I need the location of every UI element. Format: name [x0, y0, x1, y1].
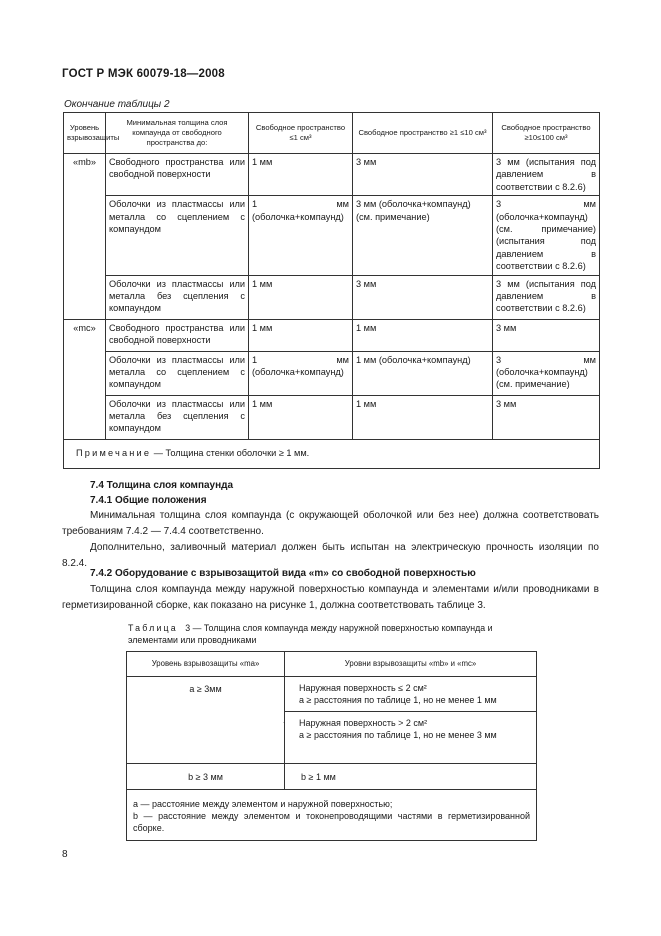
table3-ma-a-cell: a ≥ 3мм — [127, 677, 285, 764]
value-cell: 3 мм (оболочка+компаунд) (см. примечание) — [493, 351, 600, 395]
level-cell: «mc» — [64, 319, 106, 351]
level-cell — [64, 395, 106, 439]
section-heading-7-4: 7.4 Толщина слоя компаунда — [90, 480, 234, 491]
desc-cell: Оболочки из пластмассы или металла без сцепления с компаундом — [106, 395, 249, 439]
value-cell: 3 мм — [353, 275, 493, 319]
table3-header-cell: Уровень взрывозащиты «ma» — [127, 652, 285, 677]
table-row — [64, 154, 600, 196]
level-cell: «mb» — [64, 154, 106, 196]
table3-header-cell: Уровни взрывозащиты «mb» и «mc» — [285, 652, 537, 677]
table-row — [64, 319, 600, 351]
table2-header-row — [64, 113, 600, 154]
value-cell: 3 мм (оболочка+компаунд) (см. примечание) (испытания под давлением в соответствии с 8.2.6) — [493, 196, 600, 275]
note-label: Примечание — [76, 447, 152, 458]
surface-large-rule: a ≥ расстояния по таблице 1, но не менее 3 мм — [299, 730, 497, 740]
table-row — [64, 395, 600, 439]
table2-header-cell: Свободное пространство ≤1 см³ — [249, 113, 353, 154]
table2-note — [64, 439, 600, 468]
surface-small-line: Наружная поверхность ≤ 2 см² — [299, 683, 427, 693]
desc-cell: Оболочки из пластмассы или металла без сцепления с компаундом — [106, 275, 249, 319]
value-cell: 1 мм (оболочка+компаунд) — [249, 351, 353, 395]
table-row — [64, 351, 600, 395]
value-cell: 1 мм (оболочка+компаунд) — [353, 351, 493, 395]
value-cell: 3 мм (оболочка+компаунд) (см. примечание) — [353, 196, 493, 275]
value-cell: 1 мм — [353, 395, 493, 439]
paragraph-dielectric-test: Дополнительно, заливочный материал должен быть испытан на электрическую прочность изоляции по 8.2.4. — [62, 542, 599, 569]
table-row — [64, 196, 600, 275]
table3-legend-row — [127, 790, 537, 841]
value-cell: 3 мм — [353, 154, 493, 196]
desc-cell: Оболочки из пластмассы или металла со сцеплением с компаундом — [106, 196, 249, 275]
note-text: — Толщина стенки оболочки ≥ 1 мм. — [151, 447, 310, 458]
table2-note-row — [64, 439, 600, 468]
table3-legend — [127, 790, 537, 841]
section-heading-7-4-1: 7.4.1 Общие положения — [90, 495, 207, 506]
desc-cell: Свободного пространства или свободной поверхности — [106, 319, 249, 351]
table2-header-cell: Свободное пространство ≥10≤100 см³ — [493, 113, 600, 154]
legend-a: a — расстояние между элементом и наружной поверхностью; — [133, 799, 393, 809]
level-cell — [64, 275, 106, 319]
value-cell: 1 мм (оболочка+компаунд) — [249, 196, 353, 275]
table2-caption: Окончание таблицы 2 — [64, 99, 170, 110]
section-heading-7-4-2: 7.4.2 Оборудование с взрывозащитой вида «m» со свободной поверхностью — [90, 568, 476, 579]
value-cell: 3 мм — [493, 395, 600, 439]
surface-small-rule: a ≥ расстояния по таблице 1, но не менее 1 мм — [299, 695, 497, 705]
table3-caption-label: Таблица — [128, 623, 178, 633]
value-cell: 1 мм — [249, 395, 353, 439]
value-cell: 1 мм — [249, 154, 353, 196]
table3-header-row — [127, 652, 537, 677]
table2 — [63, 112, 600, 469]
document-header: ГОСТ Р МЭК 60079-18—2008 — [62, 68, 225, 80]
table3-ma-b-cell: b ≥ 3 мм — [127, 764, 285, 790]
stray-mark: ˙ — [283, 721, 286, 730]
table2-header-cell: Свободное пространство ≥1 ≤10 см³ — [353, 113, 493, 154]
table3-caption-text: 3 — Толщина слоя компаунда между наружной поверхностью компаунда и элементами или проводниками — [128, 623, 493, 645]
table2-header-cell: Минимальная толщина слоя компаунда от свободного пространства до: — [106, 113, 249, 154]
table2-header-cell: Уровень взрывозащиты — [64, 113, 106, 154]
value-cell: 1 мм — [249, 319, 353, 351]
surface-large-line: Наружная поверхность > 2 см² — [299, 718, 428, 728]
table3 — [126, 651, 537, 841]
page-number: 8 — [62, 849, 68, 860]
level-cell — [64, 196, 106, 275]
surface-small-block — [285, 677, 536, 711]
table-row — [127, 677, 537, 764]
table-row — [64, 275, 600, 319]
value-cell: 1 мм — [353, 319, 493, 351]
desc-cell: Оболочки из пластмассы или металла со сцеплением с компаундом — [106, 351, 249, 395]
value-cell: 3 мм (испытания под давлением в соответствии с 8.2.6) — [493, 275, 600, 319]
value-cell: 1 мм — [249, 275, 353, 319]
legend-b: b — расстояние между элементом и токонепроводящими частями в герметизированной сборке. — [133, 811, 530, 833]
paragraph-table3-ref: Толщина слоя компаунда между наружной поверхностью компаунда и элементами и/или проводниками в герметизированной сборке, как показано на рисунке 1, должна соответствовать таблице 3. — [62, 584, 599, 611]
table3-mbmc-a-cell — [285, 677, 537, 764]
paragraph-min-thickness: Минимальная толщина слоя компаунда (с окружающей оболочкой или без нее) должна соответствовать требованиям 7.4.2 — 7.4.4 соответственно. — [62, 510, 599, 537]
table3-caption — [128, 622, 538, 646]
table3-mbmc-b-cell: b ≥ 1 мм — [285, 764, 537, 790]
table-row — [127, 764, 537, 790]
value-cell: 3 мм — [493, 319, 600, 351]
value-cell: 3 мм (испытания под давлением в соответствии с 8.2.6) — [493, 154, 600, 196]
level-cell — [64, 351, 106, 395]
desc-cell: Свободного пространства или свободной поверхности — [106, 154, 249, 196]
surface-large-block — [285, 711, 536, 763]
